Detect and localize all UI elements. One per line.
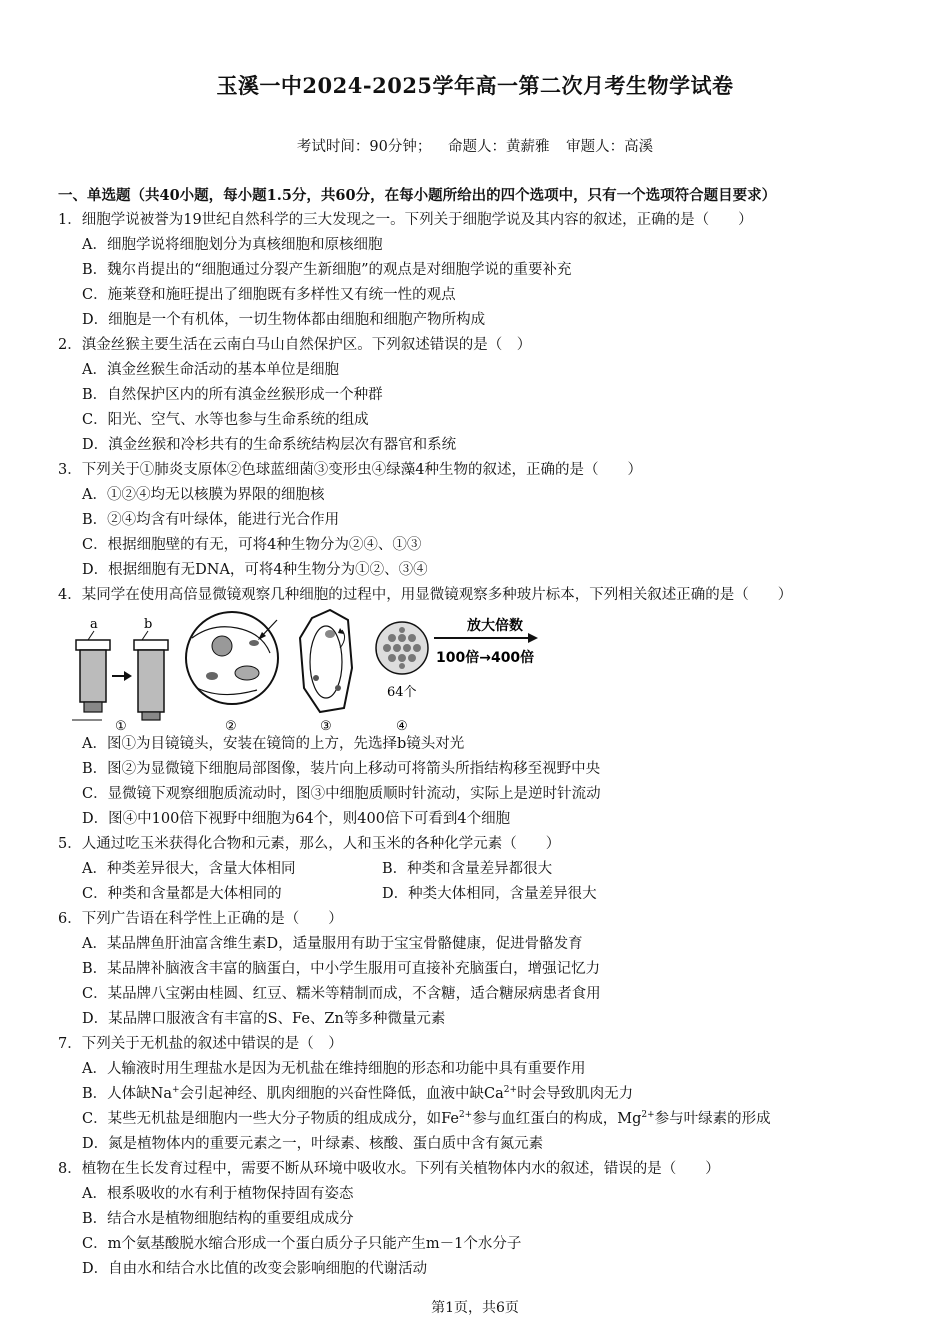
question-8-option-a: A．根系吸收的水有利于植物保持固有姿态 (82, 1186, 354, 1202)
figure-1-label: ① (115, 719, 127, 732)
figure-4-label: ④ (396, 719, 408, 732)
question-2-option-d: D．滇金丝猴和冷杉共有的生命系统结构层次有器官和系统 (82, 437, 457, 453)
question-7-option-b-part-3: 时会导致肌肉无力 (517, 1086, 634, 1102)
lens-a-label: a (90, 617, 98, 632)
question-1-option-d: D．细胞是一个有机体，一切生物体都由细胞和细胞产物所构成 (82, 312, 486, 328)
question-7-stem: 7．下列关于无机盐的叙述中错误的是（ ） (58, 1036, 343, 1052)
question-1-option-b: B．魏尔肖提出的“细胞通过分裂产生新细胞”的观点是对细胞学说的重要补充 (82, 262, 572, 278)
exam-reviewer: 审题人：高溪 (566, 139, 654, 155)
question-4-option-c: C．显微镜下观察细胞质流动时，图③中细胞质顺时针流动，实际上是逆时针流动 (82, 786, 601, 802)
exam-content (58, 183, 908, 1282)
cell-grid-illustration (376, 617, 538, 732)
question-7-option-c (58, 1107, 908, 1132)
question-5-options-row-2 (58, 882, 908, 907)
question-8-option-b: B．结合水是植物细胞结构的重要组成成分 (82, 1211, 354, 1227)
question-2-option-b: B．自然保护区内的所有滇金丝猴形成一个种群 (82, 387, 383, 403)
lens-illustration (72, 617, 168, 732)
question-3-option-a: A．①②④均无以核膜为界限的细胞核 (82, 487, 325, 503)
question-1-option-c: C．施莱登和施旺提出了细胞既有多样性又有统一性的观点 (82, 287, 456, 303)
iron-charge: 2+ (458, 1110, 473, 1121)
plant-cell-illustration (300, 610, 352, 732)
question-3-option-b: B．②④均含有叶绿体，能进行光合作用 (82, 512, 340, 528)
cell-count-label: 64个 (387, 685, 417, 700)
question-8-option-c: C．m个氨基酸脱水缩合形成一个蛋白质分子只能产生m－1个水分子 (82, 1236, 522, 1252)
question-5-option-d: D．种类大体相同，含量差异很大 (382, 886, 597, 902)
question-3-option-c: C．根据细胞壁的有无，可将4种生物分为②④、①③ (82, 537, 422, 553)
question-8-option-d: D．自由水和结合水比值的改变会影响细胞的代谢活动 (82, 1261, 428, 1277)
question-2-option-a: A．滇金丝猴生命活动的基本单位是细胞 (82, 362, 339, 378)
question-5-option-c: C．种类和含量都是大体相同的 (82, 886, 282, 902)
figure-2-label: ② (225, 719, 237, 732)
question-7-option-b-part-1: B．人体缺Na (82, 1086, 172, 1102)
question-6-option-c: C．某品牌八宝粥由桂圆、红豆、糯米等精制而成，不含糖，适合糖尿病患者食用 (82, 986, 601, 1002)
question-3-stem: 3．下列关于①肺炎支原体②色球蓝细菌③变形虫④绿藻4种生物的叙述，正确的是（ ） (58, 462, 642, 478)
question-6-option-b: B．某品牌补脑液含丰富的脑蛋白，中小学生服用可直接补充脑蛋白，增强记忆力 (82, 961, 601, 977)
question-2-option-c: C．阳光、空气、水等也参与生命系统的组成 (82, 412, 369, 428)
cell-view-illustration (186, 612, 278, 732)
magnification-title: 放大倍数 (467, 618, 523, 634)
question-7-option-c-part-3: 参与叶绿素的形成 (654, 1111, 771, 1127)
question-1-stem: 1．细胞学说被誉为19世纪自然科学的三大发现之一。下列关于细胞学说及其内容的叙述，正确的是（ ） (58, 212, 753, 228)
question-6-stem: 6．下列广告语在科学性上正确的是（ ） (58, 911, 343, 927)
question-7-option-a: A．人输液时用生理盐水是因为无机盐在维持细胞的形态和功能中具有重要作用 (82, 1061, 586, 1077)
question-7-option-c-part-2: 参与血红蛋白的构成，Mg (472, 1111, 642, 1127)
magnification-change: 100倍→400倍 (436, 650, 535, 666)
lens-b-label: b (144, 617, 153, 632)
question-1-option-a: A．细胞学说将细胞划分为真核细胞和原核细胞 (82, 237, 383, 253)
question-2-stem: 2．滇金丝猴主要生活在云南白马山自然保护区。下列叙述错误的是（ ） (58, 337, 532, 353)
question-6-option-a: A．某品牌鱼肝油富含维生素D，适量服用有助于宝宝骨骼健康，促进骨骼发育 (82, 936, 583, 952)
question-5-stem: 5．人通过吃玉米获得化合物和元素，那么，人和玉米的各种化学元素（ ） (58, 836, 561, 852)
sodium-charge: + (172, 1085, 180, 1096)
question-4-figure (72, 608, 908, 732)
microscope-figure (72, 608, 542, 732)
figure-3-label: ③ (320, 719, 332, 732)
question-6-option-d: D．某品牌口服液含有丰富的S、Fe、Zn等多种微量元素 (82, 1011, 446, 1027)
question-8-stem: 8．植物在生长发育过程中，需要不断从环境中吸收水。下列有关植物体内水的叙述，错误的是（ ） (58, 1161, 720, 1177)
question-4-option-a: A．图①为目镜镜头，安装在镜筒的上方，先选择b镜头对光 (82, 736, 465, 752)
calcium-charge: 2+ (503, 1085, 518, 1096)
question-7-option-d: D．氮是植物体内的重要元素之一，叶绿素、核酸、蛋白质中含有氮元素 (82, 1136, 544, 1152)
exam-time: 考试时间：90分钟； (296, 139, 432, 155)
exam-author: 命题人：黄薪雅 (447, 139, 550, 155)
page-footer: 第1页，共6页 (431, 1300, 519, 1316)
question-4-stem: 4．某同学在使用高倍显微镜观察几种细胞的过程中，用显微镜观察多种玻片标本，下列相关叙述正确的是（ ） (58, 587, 793, 603)
question-4-option-b: B．图②为显微镜下细胞局部图像，装片向上移动可将箭头所指结构移至视野中央 (82, 761, 601, 777)
question-7-option-b (58, 1082, 908, 1107)
question-3-option-d: D．根据细胞有无DNA，可将4种生物分为①②、③④ (82, 562, 428, 578)
question-7-option-b-part-2: 会引起神经、肌肉细胞的兴奋性降低，血液中缺Ca (179, 1086, 504, 1102)
magnesium-charge: 2+ (641, 1110, 655, 1121)
question-5-option-b: B．种类和含量差异都很大 (382, 861, 553, 877)
question-4-option-d: D．图④中100倍下视野中细胞为64个，则400倍下可看到4个细胞 (82, 811, 511, 827)
question-7-option-c-part-1: C．某些无机盐是细胞内一些大分子物质的组成成分，如Fe (82, 1111, 459, 1127)
section-heading: 一、单选题（共40小题，每小题1.5分，共60分，在每小题所给出的四个选项中，只有一个选项符合题目要求） (58, 187, 777, 204)
question-5-options-row-1 (58, 857, 908, 882)
exam-title: 玉溪一中2024-2025学年高一第二次月考生物学试卷 (216, 73, 734, 98)
question-5-option-a: A．种类差异很大，含量大体相同 (82, 861, 296, 877)
exam-info (0, 135, 950, 156)
